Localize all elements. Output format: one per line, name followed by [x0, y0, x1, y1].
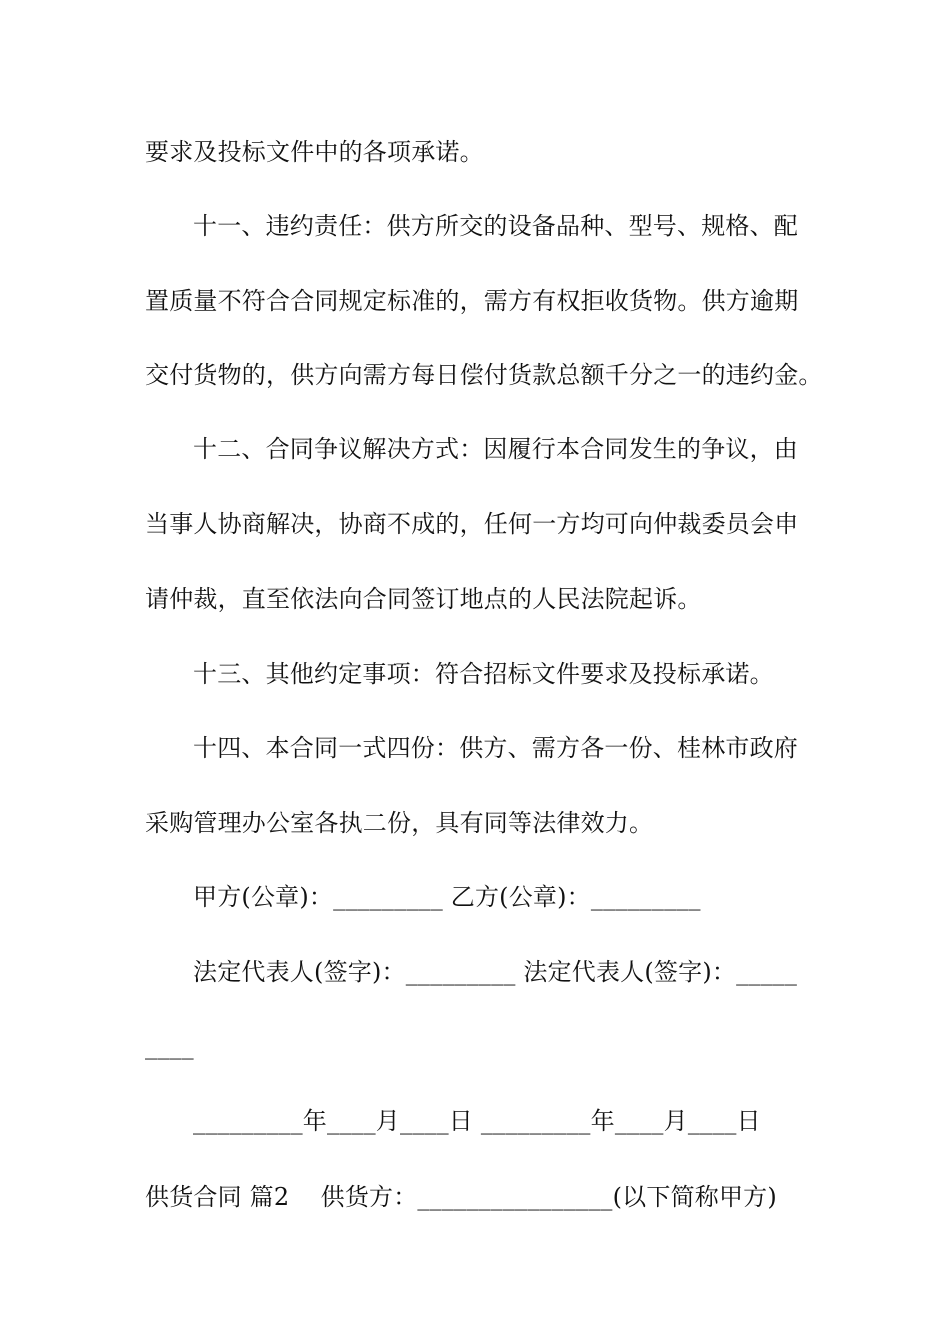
text-line-8: 十三、其他约定事项：符合招标文件要求及投标承诺。 [193, 660, 774, 688]
text-line-10: 采购管理办公室各执二份，具有同等法律效力。 [145, 809, 654, 837]
text-line-6: 当事人协商解决，协商不成的，任何一方均可向仲裁委员会申 [145, 510, 799, 538]
text-line-3: 置质量不符合合同规定标准的，需方有权拒收货物。供方逾期 [145, 287, 799, 315]
date-line: _________年____月____日 _________年____月____日 [193, 1107, 761, 1135]
text-line-5: 十二、合同争议解决方式：因履行本合同发生的争议，由 [193, 435, 798, 463]
text-line-4: 交付货物的，供方向需方每日偿付货款总额千分之一的违约金。 [145, 361, 823, 389]
signature-line-continuation: ____ [145, 1032, 194, 1060]
text-line-1: 要求及投标文件中的各项承诺。 [145, 138, 484, 166]
text-line-2: 十一、违约责任：供方所交的设备品种、型号、规格、配 [193, 212, 798, 240]
text-line-7: 请仲裁，直至依法向合同签订地点的人民法院起诉。 [145, 585, 702, 613]
signature-line-representative: 法定代表人(签字)：_________ 法定代表人(签字)：_____ [193, 958, 798, 986]
text-line-9: 十四、本合同一式四份：供方、需方各一份、桂林市政府 [193, 734, 798, 762]
signature-line-seal: 甲方(公章)：_________ 乙方(公章)：_________ [193, 883, 701, 911]
contract-heading-line: 供货合同 篇2 供货方：________________(以下简称甲方) [145, 1183, 777, 1211]
